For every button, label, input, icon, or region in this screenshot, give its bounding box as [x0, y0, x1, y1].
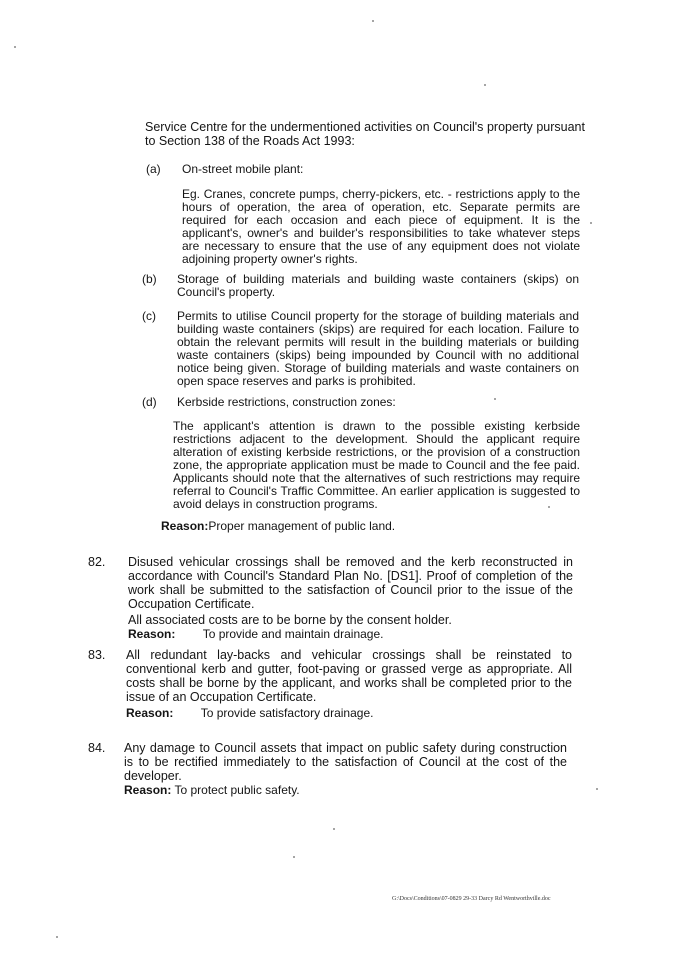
scan-speck [293, 856, 295, 858]
reason-label: Reason: [124, 783, 172, 797]
condition-83-number: 83. [88, 648, 106, 662]
subitem-b-label: (b) [142, 272, 157, 286]
condition-82-body: Disused vehicular crossings shall be removed and the kerb reconstructed in accordance with Council's Standard Plan No. [DS1]. Proof of completion of the work shall be submitted to the satisfaction of Council prior to the issue of the Occupation Certificate. [128, 555, 573, 611]
scan-speck [484, 84, 486, 86]
condition-84-number: 84. [88, 741, 106, 755]
scan-speck [56, 936, 58, 938]
scan-speck [590, 222, 592, 224]
scan-speck [14, 46, 16, 48]
condition-84-reason [124, 784, 300, 797]
file-path-footer: G:\Docs\Conditions\07-0829 29-33 Darcy Rd Wentworthville.doc [392, 896, 551, 902]
reason-text: To provide and maintain drainage. [202, 627, 384, 641]
reason-label: Reason: [128, 627, 176, 641]
subitem-a-heading: On-street mobile plant: [182, 162, 304, 176]
subitem-d-body: The applicant's attention is drawn to the possible existing kerbside restrictions adjacent to the development. Should the applicant require alteration of existing kerbside restrictions, or the provision of a construction zone, the appropriate application must be made to Council and the fee paid. Applicants should note that the alternatives of such restrictions may require referral to Council's Traffic Committee. An earlier application is suggested to avoid delays in construction programs. [173, 419, 580, 511]
scan-speck [596, 788, 598, 790]
subitem-a-body: Eg. Cranes, concrete pumps, cherry-pickers, etc. - restrictions apply to the hours of operation, the area of operation, etc. Separate permits are required for each occasion and each piece of equipment. It is the applicant's, owner's and builder's responsibilities to take whatever steps are necessary to ensure that the use of any equipment does not violate adjoining property owner's rights. [182, 187, 580, 266]
reason-text: To provide satisfactory drainage. [200, 706, 374, 720]
condition-83-body: All redundant lay-backs and vehicular crossings shall be reinstated to conventional kerb and gutter, foot-paving or grassed verge as appropriate. All costs shall be borne by the applicant, and works shall be completed prior to the issue of an Occupation Certificate. [126, 648, 572, 704]
scan-speck [333, 828, 335, 830]
subitem-d-heading: Kerbside restrictions, construction zones: [177, 395, 396, 409]
subitem-b-body: Storage of building materials and building waste containers (skips) on Council's property. [177, 272, 579, 299]
condition-83-reason [126, 707, 373, 720]
subitem-c-body: Permits to utilise Council property for the storage of building materials and building waste containers (skips) are required for each location. Failure to obtain the relevant permits will result in the building materials or building waste containers (skips) being impounded by Council with no additional notice being given. Storage of building materials and waste containers on open space reserves and parks is prohibited. [177, 309, 579, 388]
intro-paragraph: Service Centre for the undermentioned activities on Council's property pursuant to Section 138 of the Roads Act 1993: [145, 120, 585, 148]
reason-label: Reason: [126, 706, 174, 720]
condition-82-extra: All associated costs are to be borne by the consent holder. [128, 613, 452, 627]
condition-82-reason [128, 628, 383, 641]
reason-text: To protect public safety. [174, 783, 300, 797]
scan-speck [494, 398, 496, 400]
subitem-d-label: (d) [142, 395, 157, 409]
subitem-a-label: (a) [146, 162, 161, 176]
reason-label: Reason: [161, 519, 209, 533]
condition-84-body: Any damage to Council assets that impact on public safety during construction is to be rectified immediately to the satisfaction of Council at the cost of the developer. [124, 741, 567, 783]
condition-82-number: 82. [88, 555, 106, 569]
subitem-c-label: (c) [142, 309, 156, 323]
reason-text: Proper management of public land. [208, 519, 396, 533]
subitem-reason [161, 520, 395, 533]
scan-speck [372, 20, 374, 22]
scan-speck [548, 506, 550, 508]
